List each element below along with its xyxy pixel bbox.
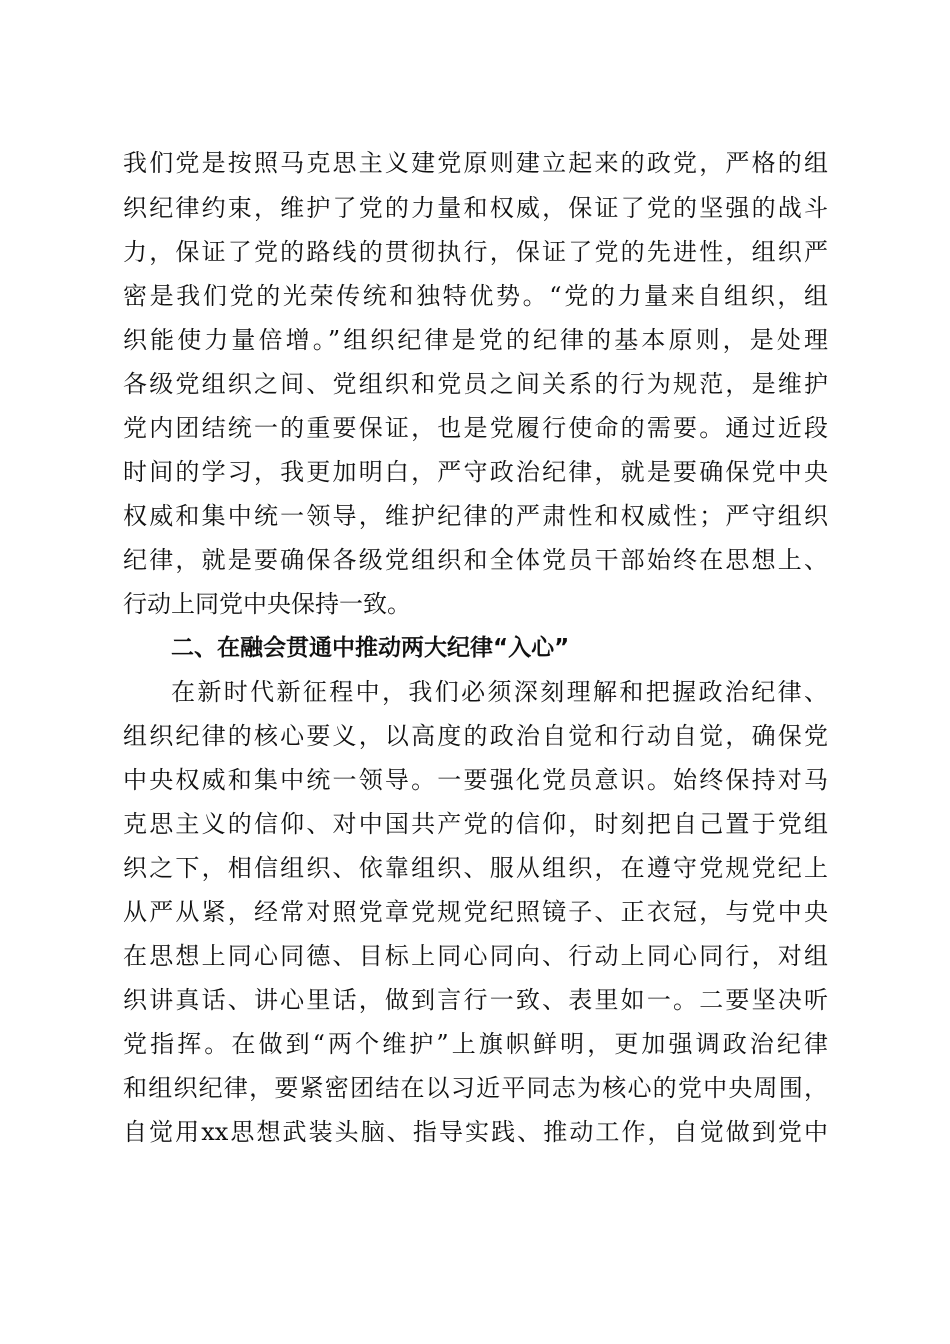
paragraph-line: 力，保证了党的路线的贯彻执行，保证了党的先进性，组织严: [123, 238, 828, 266]
paragraph-line: 织讲真话、讲心里话，做到言行一致、表里如一。二要坚决听: [123, 986, 828, 1014]
paragraph-line: 从严从紧，经常对照党章党规党纪照镜子、正衣冠，与党中央: [123, 898, 828, 926]
paragraph-line: 各级党组织之间、党组织和党员之间关系的行为规范，是维护: [123, 370, 828, 398]
paragraph-line: 中央权威和集中统一领导。一要强化党员意识。始终保持对马: [123, 766, 828, 794]
paragraph-line: 在思想上同心同德、目标上同心同向、行动上同心同行，对组: [123, 942, 828, 970]
paragraph-line: 我们党是按照马克思主义建党原则建立起来的政党，严格的组: [123, 149, 828, 177]
paragraph-line: 织能使力量倍增。”组织纪律是党的纪律的基本原则，是处理: [123, 326, 828, 354]
paragraph-line: 自觉用xx思想武装头脑、指导实践、推动工作，自觉做到党中: [123, 1118, 828, 1146]
paragraph-line: 克思主义的信仰、对中国共产党的信仰，时刻把自己置于党组: [123, 810, 828, 838]
paragraph-line: 纪律，就是要确保各级党组织和全体党员干部始终在思想上、: [123, 546, 828, 574]
section-heading: 二、在融会贯通中推动两大纪律“入心”: [171, 635, 570, 661]
paragraph-line: 党内团结统一的重要保证，也是党履行使命的需要。通过近段: [123, 414, 828, 442]
paragraph-line: 权威和集中统一领导，维护纪律的严肃性和权威性；严守组织: [123, 502, 828, 530]
paragraph-line: 和组织纪律，要紧密团结在以习近平同志为核心的党中央周围，: [123, 1074, 828, 1102]
paragraph-line: 织之下，相信组织、依靠组织、服从组织，在遵守党规党纪上: [123, 854, 828, 882]
paragraph-line: 时间的学习，我更加明白，严守政治纪律，就是要确保党中央: [123, 458, 828, 486]
paragraph-line: 密是我们党的光荣传统和独特优势。“党的力量来自组织，组: [123, 282, 828, 310]
paragraph-line: 织纪律约束，维护了党的力量和权威，保证了党的坚强的战斗: [123, 194, 828, 222]
paragraph-line: 行动上同党中央保持一致。: [123, 590, 411, 618]
paragraph-line: 组织纪律的核心要义，以高度的政治自觉和行动自觉，确保党: [123, 722, 828, 750]
paragraph-line: 党指挥。在做到“两个维护”上旗帜鲜明，更加强调政治纪律: [123, 1030, 828, 1058]
paragraph-line: 在新时代新征程中，我们必须深刻理解和把握政治纪律、: [171, 678, 828, 706]
